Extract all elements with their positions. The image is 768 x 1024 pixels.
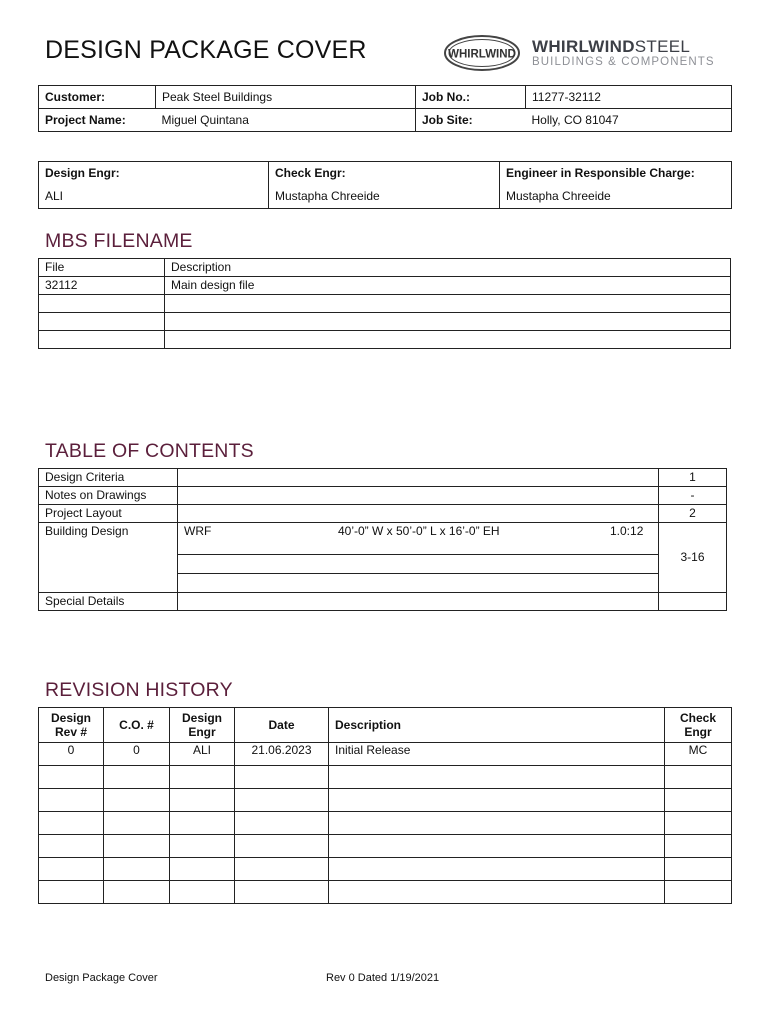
table-row xyxy=(39,313,731,331)
table-row xyxy=(39,766,732,789)
table-row xyxy=(39,469,727,487)
mbs-filename-heading: MBS FILENAME xyxy=(45,230,193,252)
customer-label: Customer: xyxy=(39,86,156,109)
table-row xyxy=(39,881,732,904)
table-row xyxy=(39,295,731,313)
rev-col-co: C.O. # xyxy=(104,708,170,743)
responsible-engr-value: Mustapha Chreeide xyxy=(500,184,732,209)
building-design-spec xyxy=(178,523,659,555)
toc-item-project-layout: Project Layout xyxy=(39,505,178,523)
table-row xyxy=(39,858,732,881)
engineer-table xyxy=(38,161,732,209)
table-row xyxy=(39,277,731,295)
toc-item-special-details: Special Details xyxy=(39,593,178,611)
rev-col-design-engr: Design Engr xyxy=(170,708,235,743)
table-row xyxy=(39,835,732,858)
toc-heading: TABLE OF CONTENTS xyxy=(45,440,254,462)
rev-check-cell: MC xyxy=(665,743,732,766)
table-row xyxy=(39,789,732,812)
rev-col-description: Description xyxy=(329,708,665,743)
toc-page: 2 xyxy=(659,505,727,523)
mbs-col-description: Description xyxy=(165,259,731,277)
toc-item-building-design: Building Design xyxy=(39,523,178,593)
logo-tagline: BUILDINGS & COMPONENTS xyxy=(532,56,715,68)
mbs-description-cell: Main design file xyxy=(165,277,731,295)
check-engr-value: Mustapha Chreeide xyxy=(269,184,500,209)
rev-col-check-engr: Check Engr xyxy=(665,708,732,743)
table-row xyxy=(39,487,727,505)
rev-description-cell: Initial Release xyxy=(329,743,665,766)
rev-engr-cell: ALI xyxy=(170,743,235,766)
toc-item-notes: Notes on Drawings xyxy=(39,487,178,505)
job-no-value: 11277-32112 xyxy=(526,86,732,109)
responsible-engr-label: Engineer in Responsible Charge: xyxy=(500,162,732,185)
job-site-label: Job Site: xyxy=(416,109,526,132)
building-code: WRF xyxy=(184,524,212,538)
whirlwind-logo-badge xyxy=(443,34,521,72)
table-row xyxy=(39,743,732,766)
job-info-table xyxy=(38,85,732,132)
project-name-label: Project Name: xyxy=(39,109,156,132)
table-row xyxy=(39,812,732,835)
rev-number-cell: 0 xyxy=(39,743,104,766)
building-dimensions: 40’-0” W x 50’-0” L x 16’-0” EH xyxy=(338,524,500,538)
page-title: DESIGN PACKAGE COVER xyxy=(45,36,367,64)
toc-page: - xyxy=(659,487,727,505)
toc-table xyxy=(38,468,727,611)
table-row xyxy=(39,523,727,555)
job-site-value: Holly, CO 81047 xyxy=(526,109,732,132)
rev-col-date: Date xyxy=(235,708,329,743)
mbs-col-file: File xyxy=(39,259,165,277)
logo-badge-text: WHIRLWIND xyxy=(448,48,516,61)
table-row xyxy=(39,593,727,611)
toc-page: 3-16 xyxy=(659,523,727,593)
toc-item-design-criteria: Design Criteria xyxy=(39,469,178,487)
project-name-value: Miguel Quintana xyxy=(156,109,416,132)
footer-left: Design Package Cover xyxy=(45,972,158,984)
mbs-filename-table xyxy=(38,258,731,349)
mbs-file-cell: 32112 xyxy=(39,277,165,295)
table-row xyxy=(39,331,731,349)
rev-col-design-rev: Design Rev # xyxy=(39,708,104,743)
revision-history-table xyxy=(38,707,732,904)
rev-co-cell: 0 xyxy=(104,743,170,766)
design-engr-label: Design Engr: xyxy=(39,162,269,185)
check-engr-label: Check Engr: xyxy=(269,162,500,185)
toc-page: 1 xyxy=(659,469,727,487)
job-no-label: Job No.: xyxy=(416,86,526,109)
table-row xyxy=(39,505,727,523)
revision-history-heading: REVISION HISTORY xyxy=(45,679,233,701)
building-pitch: 1.0:12 xyxy=(610,524,644,538)
logo-wordmark: WHIRLWINDSTEEL xyxy=(532,37,691,56)
customer-value: Peak Steel Buildings xyxy=(156,86,416,109)
footer-revision: Rev 0 Dated 1/19/2021 xyxy=(326,972,440,984)
design-engr-value: ALI xyxy=(39,184,269,209)
rev-date-cell: 21.06.2023 xyxy=(235,743,329,766)
